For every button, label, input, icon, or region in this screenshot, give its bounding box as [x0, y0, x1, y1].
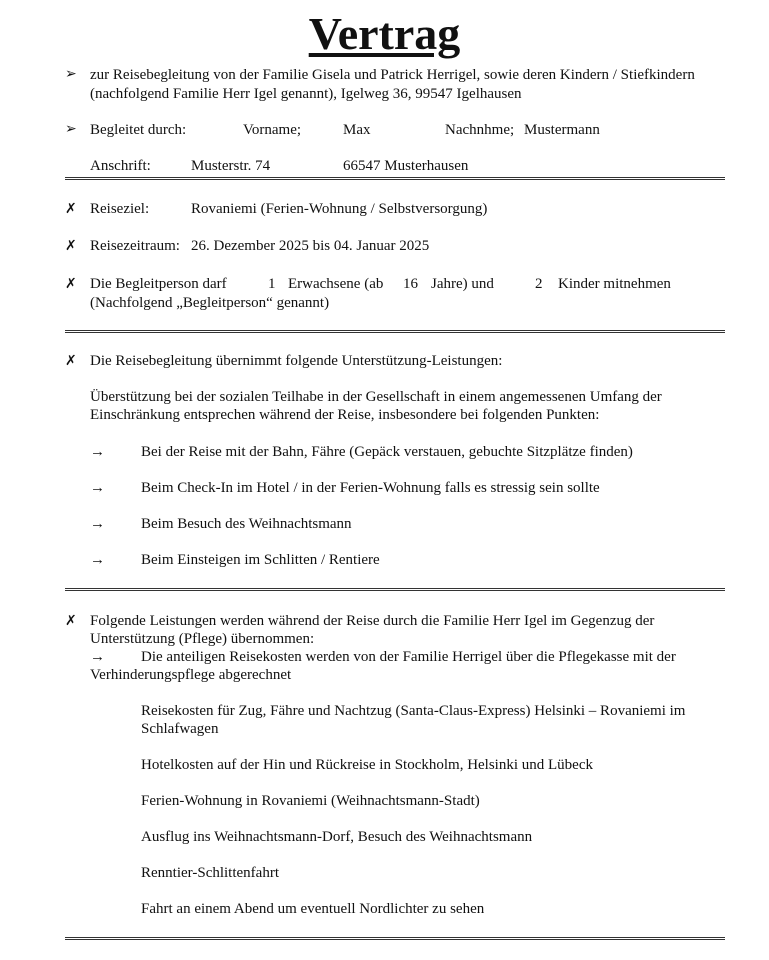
cross-bullet-icon: ✗	[65, 277, 77, 292]
children-text: Kinder mitnehmen	[558, 276, 671, 292]
arrow-right-icon: →	[90, 444, 105, 460]
support-item: Beim Besuch des Weihnachtsmann	[141, 516, 352, 532]
cost-item: Renntier-Schlittenfahrt	[141, 865, 279, 881]
lastname-label: Nachnhme;	[445, 122, 515, 138]
cross-bullet-icon: ✗	[65, 354, 77, 369]
section-divider	[65, 177, 725, 180]
cross-bullet-icon: ✗	[65, 239, 77, 254]
intro-line-1: zur Reisebegleitung von der Familie Gisela und Patrick Herrigel, sowie deren Kindern / Stiefkindern	[90, 67, 695, 83]
adults-text: Erwachsene (ab	[288, 276, 384, 292]
period-label: Reisezeitraum:	[90, 238, 180, 254]
cost-item: Fahrt an einem Abend um eventuell Nordlichter zu sehen	[141, 901, 485, 917]
support-item: Bei der Reise mit der Bahn, Fähre (Gepäck verstauen, gebuchte Sitzplätze finden)	[141, 444, 633, 460]
cross-bullet-icon: ✗	[65, 614, 77, 629]
lastname-value: Mustermann	[524, 122, 600, 138]
arrow-bullet-icon: ➢	[65, 122, 77, 137]
services-heading-line-2: Unterstützung (Pflege) übernommen:	[90, 631, 315, 647]
firstname-value: Max	[343, 122, 371, 138]
arrow-right-icon: →	[90, 552, 105, 568]
cost-item: Schlafwagen	[141, 721, 219, 737]
companion-text: Die Begleitperson darf	[90, 276, 227, 292]
cost-item: Reisekosten für Zug, Fähre und Nachtzug (Santa-Claus-Express) Helsinki – Rovaniemi im	[141, 703, 686, 719]
children-count: 2	[535, 276, 543, 292]
services-heading-line-1: Folgende Leistungen werden während der Reise durch die Familie Herr Igel im Gegenzug der	[90, 613, 655, 629]
companion-line-2: (Nachfolgend „Begleitperson“ genannt)	[90, 295, 330, 311]
arrow-right-icon: →	[90, 480, 105, 496]
billing-line-1: Die anteiligen Reisekosten werden von der Familie Herrigel über die Pflegekasse mit der	[141, 649, 676, 665]
support-para-line-1: Überstützung bei der sozialen Teilhabe in der Gesellschaft in einem angemessenen Umfang der	[90, 389, 662, 405]
cost-item: Ferien-Wohnung in Rovaniemi (Weihnachtsmann-Stadt)	[141, 793, 480, 809]
billing-line-2: Verhinderungspflege abgerechnet	[90, 667, 292, 683]
destination-label: Reiseziel:	[90, 201, 150, 217]
section-divider	[65, 937, 725, 940]
cross-bullet-icon: ✗	[65, 202, 77, 217]
escort-label: Begleitet durch:	[90, 122, 187, 138]
address-city: 66547 Musterhausen	[343, 158, 469, 174]
support-para-line-2: Einschränkung entsprechen während der Reise, insbesondere bei folgenden Punkten:	[90, 407, 600, 423]
support-heading: Die Reisebegleitung übernimmt folgende Unterstützung-Leistungen:	[90, 353, 503, 369]
document-title: Vertrag	[308, 8, 461, 59]
arrow-right-icon: →	[90, 649, 105, 665]
address-label: Anschrift:	[90, 158, 151, 174]
destination-value: Rovaniemi (Ferien-Wohnung / Selbstversorgung)	[191, 201, 488, 217]
firstname-label: Vorname;	[243, 122, 302, 138]
address-street: Musterstr. 74	[191, 158, 271, 174]
section-divider	[65, 330, 725, 333]
arrow-right-icon: →	[90, 516, 105, 532]
age-text: Jahre) und	[431, 276, 494, 292]
intro-line-2: (nachfolgend Familie Herr Igel genannt), Igelweg 36, 99547 Igelhausen	[90, 86, 522, 102]
arrow-bullet-icon: ➢	[65, 67, 77, 82]
support-item: Beim Einsteigen im Schlitten / Rentiere	[141, 552, 380, 568]
age-value: 16	[403, 276, 418, 292]
cost-item: Hotelkosten auf der Hin und Rückreise in Stockholm, Helsinki und Lübeck	[141, 757, 593, 773]
cost-item: Ausflug ins Weihnachtsmann-Dorf, Besuch des Weihnachtsmann	[141, 829, 533, 845]
adults-count: 1	[268, 276, 276, 292]
support-item: Beim Check-In im Hotel / in der Ferien-Wohnung falls es stressig sein sollte	[141, 480, 600, 496]
section-divider	[65, 588, 725, 591]
period-value: 26. Dezember 2025 bis 04. Januar 2025	[191, 238, 430, 254]
